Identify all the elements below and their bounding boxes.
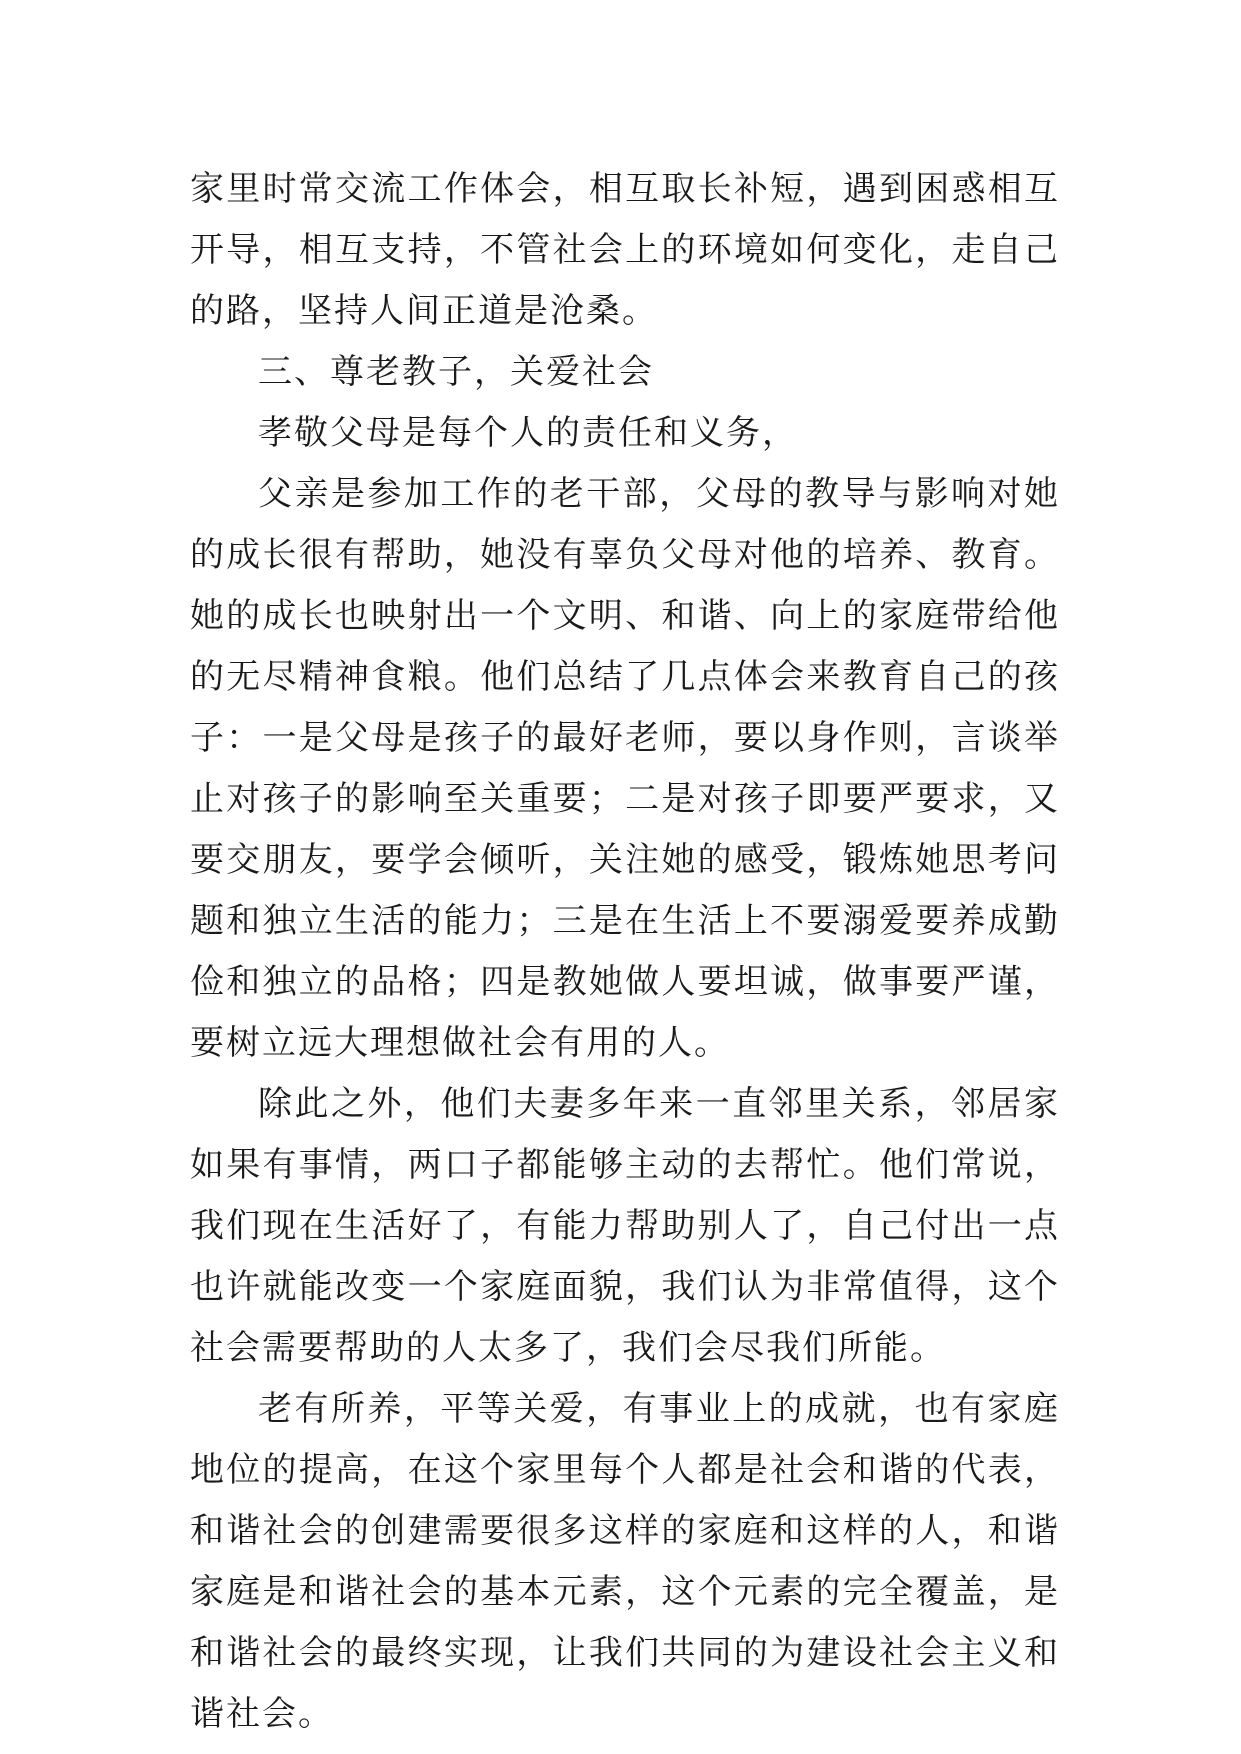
paragraph-5: 老有所养，平等关爱，有事业上的成就，也有家庭地位的提高，在这个家里每个人都是社会和谐的代表，和谐社会的创建需要很多这样的家庭和这样的人，和谐家庭是和谐社会的基本元素，这个元素的完全覆盖，是和谐社会的最终实现，让我们共同的为建设社会主义和谐社会。: [190, 1389, 1060, 1734]
paragraph-2: 孝敬父母是每个人的责任和义务，: [258, 413, 798, 453]
paragraph-1: 家里时常交流工作体会，相互取长补短，遇到困惑相互开导，相互支持，不管社会上的环境如何变化，走自己的路，坚持人间正道是沧桑。: [190, 169, 1060, 331]
section-heading: 三、尊老教子，关爱社会: [258, 352, 654, 392]
document-body: [190, 159, 1060, 1745]
paragraph-4: 除此之外，他们夫妻多年来一直邻里关系，邻居家如果有事情，两口子都能够主动的去帮忙。他们常说，我们现在生活好了，有能力帮助别人了，自己付出一点也许就能改变一个家庭面貌，我们认为非常值得，这个社会需要帮助的人太多了，我们会尽我们所能。: [190, 1084, 1060, 1368]
paragraph-3: 父亲是参加工作的老干部，父母的教导与影响对她的成长很有帮助，她没有辜负父母对他的培养、教育。她的成长也映射出一个文明、和谐、向上的家庭带给他的无尽精神食粮。他们总结了几点体会来教育自己的孩子：一是父母是孩子的最好老师，要以身作则，言谈举止对孩子的影响至关重要；二是对孩子即要严要求，又要交朋友，要学会倾听，关注她的感受，锻炼她思考问题和独立生活的能力；三是在生活上不要溺爱要养成勤俭和独立的品格；四是教她做人要坦诚，做事要严谨，要树立远大理想做社会有用的人。: [190, 474, 1060, 1063]
